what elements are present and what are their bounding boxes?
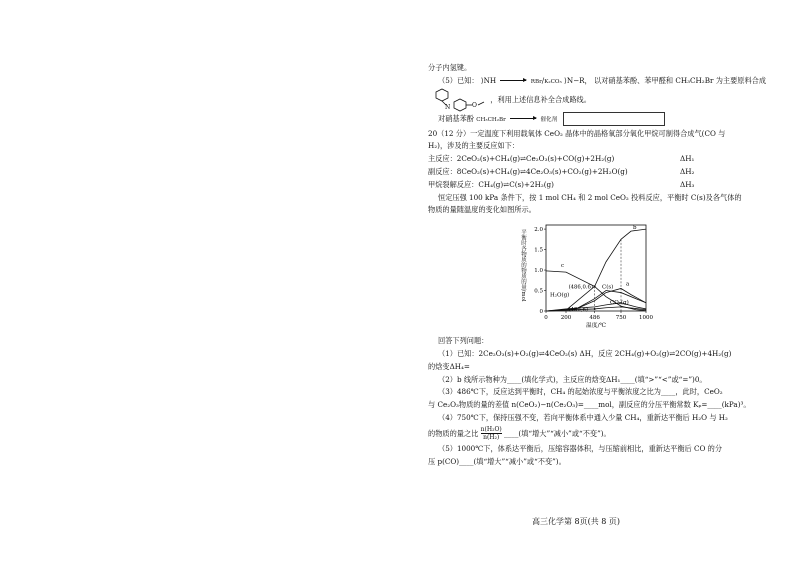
side-reaction bbox=[428, 166, 780, 179]
x-tick-label: 486 bbox=[589, 315, 600, 322]
annotation-label: (486,0.6) bbox=[568, 284, 593, 291]
x-tick-label: 0 bbox=[544, 315, 548, 322]
fraction-denominator: n(H₂) bbox=[483, 434, 500, 442]
y-tick-label: 1.5 bbox=[534, 247, 543, 254]
x-tick-label: 200 bbox=[560, 315, 572, 322]
series-label: b bbox=[633, 225, 637, 232]
catalyst-label: 催化剂 bbox=[540, 116, 558, 123]
chart-svg bbox=[524, 219, 664, 335]
text-line: 恒定压强 100 kPa 条件下，按 1 mol CH₄ 和 2 mol CeO₂ 投料反应，平衡时 C(s)及各气体的 bbox=[438, 192, 742, 202]
text-line: （5）1000℃下，体系达平衡后，压缩容器体积，与压缩前相比，重新达平衡后 CO 的分 bbox=[438, 443, 723, 453]
answer-box bbox=[563, 112, 665, 126]
annotation-label: (486,n) bbox=[568, 307, 588, 314]
reagent-label: K₂CO₃ bbox=[544, 78, 562, 85]
y-axis-label: 平衡时各物质的物质的量/mol bbox=[520, 229, 526, 302]
y-tick-label: 2.0 bbox=[534, 227, 543, 234]
text-line bbox=[428, 425, 780, 443]
reaction-text: 主反应：2CeO₂(s)+CH₄(g)⇌Ce₂O₃(s)+CO(g)+2H₂(g) bbox=[428, 154, 615, 164]
text-segment: 的物质的量之比 bbox=[428, 428, 479, 438]
text-line: 回答下列问题： bbox=[438, 336, 489, 346]
text-segment: ，利用上述信息补全合成路线。 bbox=[490, 94, 591, 104]
text-line: 的焓变ΔH₄= bbox=[428, 361, 470, 371]
text-segment: ____(填“增大”“减小”或“不变”)。 bbox=[504, 428, 611, 438]
reaction-arrow bbox=[500, 80, 526, 81]
enthalpy-label: ΔH₃ bbox=[680, 179, 695, 189]
text-line: （4）750℃下，保持压强不变，若向平衡体系中通入少量 CH₄，重新达平衡后 H₂O 与 H₂ bbox=[438, 412, 728, 422]
ratio-fraction bbox=[481, 426, 502, 441]
start-material-label: 对硝基苯酚 bbox=[438, 113, 474, 123]
annotation-point bbox=[594, 308, 596, 310]
text-line: 分子内氢键。 bbox=[428, 63, 472, 72]
enthalpy-label: ΔH₁ bbox=[680, 154, 695, 164]
text-line bbox=[428, 128, 780, 141]
enthalpy-label: ΔH₂ bbox=[680, 166, 695, 176]
reaction-text: 副反应：8CeO₂(s)+CH₄(g)⇌4Ce₂O₃(s)+CO₂(g)+2H₂O(g) bbox=[428, 166, 628, 176]
amine-structure: ⟩NH bbox=[480, 75, 497, 85]
question-number: 20 bbox=[428, 128, 438, 138]
x-axis-label: 温度/℃ bbox=[585, 323, 607, 330]
known-label: （5）已知： bbox=[438, 75, 479, 85]
reaction-text: 甲烷裂解反应：CH₄(g)⇌C(s)+2H₂(g) bbox=[428, 179, 554, 189]
svg-text:N: N bbox=[445, 103, 451, 111]
series-label: H₂O(g) bbox=[550, 292, 570, 299]
y-tick-label: 0.5 bbox=[534, 288, 543, 295]
series-label: CO₂(g) bbox=[610, 300, 629, 307]
series-line bbox=[546, 271, 646, 314]
text-line: 物质的量随温度的变化如图所示。 bbox=[428, 205, 536, 215]
x-tick-label: 750 bbox=[615, 315, 627, 322]
series-label: a bbox=[626, 281, 630, 288]
annotation-point bbox=[594, 286, 596, 288]
reaction-arrow bbox=[510, 118, 536, 119]
fraction-numerator: n(H₂O) bbox=[480, 426, 502, 434]
question-column bbox=[428, 62, 780, 468]
target-molecule-structure bbox=[428, 88, 488, 112]
text-line: （1）已知：2Ce₂O₃(s)+O₂(g)⇌4CeO₂(s) ΔH，反应 2CH₄(g)+O₂(g)⇌2CO(g)+4H₂(g) bbox=[438, 348, 732, 358]
series-label: c bbox=[561, 263, 565, 270]
series-line bbox=[546, 303, 646, 314]
text-line: （5）已知： ⟩NH RBr/K₂CO₃ ⟩N−R， 以对硝基苯酚、苯甲醛和 CH₃CH₂Br 为主要原料合成 bbox=[438, 75, 767, 85]
text-line: 与 Ce₂O₃物质的量的差值 n(CeO₂)−n(Ce₂O₃)=____mol，副反应的分压平衡常数 Kₚ=____(kPa)³。 bbox=[428, 400, 751, 410]
y-tick-label: 1.0 bbox=[534, 268, 543, 275]
text-line: （2）b 线所示物种为____(填化学式)，主反应的焓变ΔH₁____(填“>”“<”或“=”)0。 bbox=[438, 374, 707, 384]
crack-reaction bbox=[428, 179, 780, 192]
equilibrium-chart bbox=[520, 219, 780, 335]
x-tick-label: 1000 bbox=[639, 315, 653, 322]
reagent-label: RBr bbox=[530, 78, 542, 85]
text-line: 压 p(CO)____(填“增大”“减小”或“不变”)。 bbox=[428, 456, 566, 466]
question-text: （12 分）一定温度下利用载氧体 CeO₂ 晶体中的晶格氧部分氧化甲烷可制得合成气(CO 与 bbox=[437, 128, 726, 138]
series-line bbox=[546, 229, 646, 314]
text-line: （3）486℃下，反应达到平衡时，CH₄ 的起始浓度与平衡浓度之比为____，此时，CeO₂ bbox=[438, 387, 723, 397]
main-reaction bbox=[428, 153, 780, 166]
text-line bbox=[428, 88, 780, 112]
y-tick-label: 0 bbox=[539, 309, 543, 316]
svg-text:O: O bbox=[472, 101, 477, 109]
amine-product-structure: ⟩N−R， bbox=[564, 75, 592, 85]
reagent-label: CH₃CH₂Br bbox=[476, 116, 506, 123]
text-line: H₂)，涉及的主要反应如下： bbox=[428, 141, 520, 151]
text-line bbox=[428, 112, 780, 128]
series-label: C(s) bbox=[602, 284, 614, 291]
text-segment: 以对硝基苯酚、苯甲醛和 CH₃CH₂Br 为主要原料合成 bbox=[594, 75, 767, 85]
page-footer: 高三化学第 8页(共 8 页) bbox=[532, 517, 621, 526]
